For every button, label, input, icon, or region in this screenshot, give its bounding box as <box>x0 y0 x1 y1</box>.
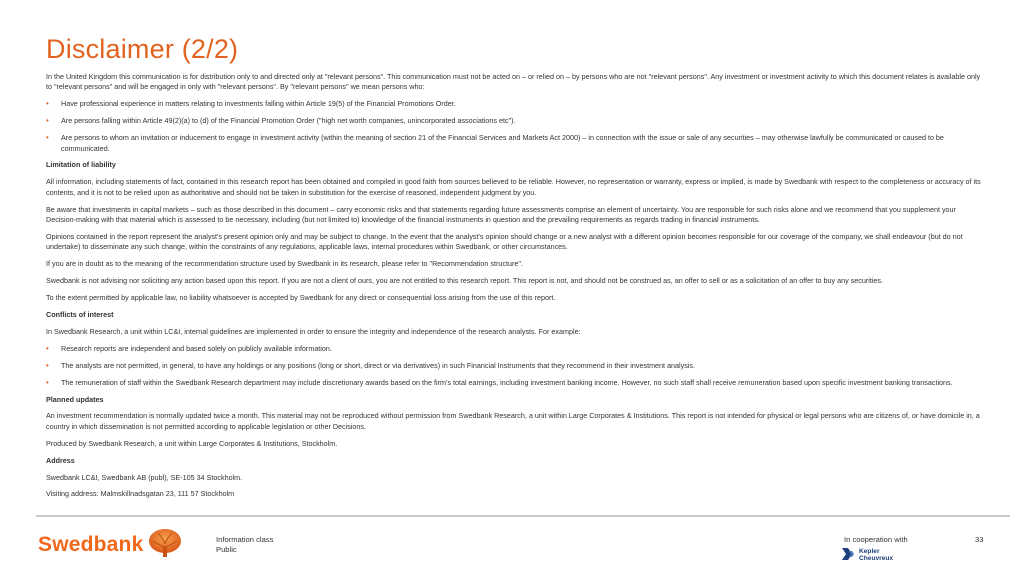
info-class-label: Information class <box>216 535 274 544</box>
liability-paragraph: All information, including statements of fact, contained in this research report has been obtained and compiled in good faith from sources believed to be reliable. However, no representation or warranty, express or implied, is made by Swedbank with respect to the completeness or accuracy of its contents, and it is not to be relied upon as authoritative and should not be taken in substitution for the exercise of reasoned, independent judgment by you. <box>46 177 981 197</box>
bullet-icon: • <box>46 133 49 143</box>
partner-name: Kepler Cheuvreux <box>859 548 894 562</box>
conflicts-list <box>46 344 981 388</box>
bullet-icon: • <box>46 377 49 387</box>
page-number: 33 <box>975 535 984 544</box>
updates-paragraph: An investment recommendation is normally updated twice a month. This material may not be reproduced without permission from Swedbank Research, a unit within Large Corporates & Institutions. This report is not intended for physical or legal persons who are citizens of, or have domicile in, a country in which dissemination is not permitted according to applicable legislation or other Decisions. <box>46 411 980 431</box>
list-item: • Have professional experience in matters relating to investments falling within Article 19(5) of the Financial Promotions Order. <box>46 99 456 109</box>
list-item: • Are persons to whom an invitation or inducement to engage in investment activity (within the meaning of section 21 of the Financial Services and Markets Act 2000) – in connection with the issue or sale of any securities – may otherwise lawfully be communicated or caused to be communicated. <box>46 133 944 153</box>
liability-paragraph: Opinions contained in the report represent the analyst's present opinion only and may be subject to change. In the event that the analyst's opinion should change or a new analyst with a different opinion becomes responsible for our coverage of the company, we shall endeavour (but do not undertake) to disseminate any such change, within the constraints of any regulations, applicable laws, internal procedures within Swedbank, or other circumstances. <box>46 231 963 252</box>
swedbank-logo <box>38 530 182 560</box>
liability-heading: Limitation of liability <box>46 160 116 170</box>
bullet-icon: • <box>46 360 49 370</box>
liability-paragraph: Swedbank is not advising nor soliciting any action based upon this report. If you are not a client of ours, you are not entitled to this research report. This report is not, and should not be construed as, an offer to sell or as a solicitation of an offer to buy any securities. <box>46 276 884 286</box>
kepler-chevron-icon <box>842 547 856 565</box>
conflicts-heading: Conflicts of interest <box>46 310 114 319</box>
kepler-cheuvreux-logo <box>842 547 893 565</box>
bullet-icon: • <box>46 343 49 353</box>
bullet-icon: • <box>46 116 49 126</box>
conflicts-intro: In Swedbank Research, a unit within LC&I, internal guidelines are implemented in order to ensure the integrity and independence of the research analysts. For example: <box>46 326 581 336</box>
updates-paragraph: Produced by Swedbank Research, a unit within Large Corporates & Institutions, Stockholm. <box>46 438 338 448</box>
address-line: Swedbank LC&I, Swedbank AB (publ), SE-105 34 Stockholm. <box>46 472 243 482</box>
disclaimer-body <box>46 72 981 506</box>
page-title: Disclaimer (2/2) <box>46 34 239 64</box>
updates-heading: Planned updates <box>46 394 104 404</box>
bullet-icon: • <box>46 99 49 109</box>
list-item: • Research reports are independent and based solely on publicly available information. <box>46 343 332 353</box>
footer-divider <box>36 515 1010 517</box>
cooperation-label: In cooperation with <box>844 535 908 544</box>
address-heading: Address <box>46 455 75 465</box>
list-item: • Are persons falling within Article 49(2)(a) to (d) of the Financial Promotion Order ("high net worth companies, unincorporated associations etc"). <box>46 116 516 126</box>
info-class-value: Public <box>216 545 237 554</box>
list-item: • The remuneration of staff within the Swedbank Research department may include discretionary awards based on the firm's total earnings, including investment banking income. However, no such staff shall receive remuneration based upon specific investment banking transactions. <box>46 377 953 387</box>
liability-paragraph: Be aware that investments in capital markets – such as those described in this document – carry economic risks and that statements regarding future assessments comprise an element of uncertainty. You are responsible for such risks alone and we recommend that you supplement your Decision-making with that material which is assessed to be necessary, including (but not limited to) knowledge of the financial instruments in question and the prevailing requirements as regards trading in financial instruments. <box>46 204 956 225</box>
liability-paragraph: If you are in doubt as to the meaning of the recommendation structure used by Swedbank in its research, please refer to "Recommendation structure". <box>46 259 523 269</box>
logo-wordmark: Swedbank <box>38 533 144 556</box>
information-class <box>216 535 273 555</box>
liability-paragraph: To the extent permitted by applicable law, no liability whatsoever is accepted by Swedbank for any direct or consequential loss arising from the use of this report. <box>46 293 556 303</box>
intro-paragraph: In the United Kingdom this communication is for distribution only to and directed only at "relevant persons". This communication must not be acted on – or relied on – by persons who are not "relevant persons". Any investment or investment activity to which this document relates is available only to "relevant persons" and will be engaged in only with "relevant persons". By "relevant persons" we mean persons who: <box>46 72 981 92</box>
relevant-persons-list <box>46 99 981 154</box>
oak-tree-icon <box>148 528 182 563</box>
visiting-address-line: Visiting address: Malmskillnadsgatan 23, 111 57 Stockholm <box>46 489 235 499</box>
list-item: • The analysts are not permitted, in general, to have any holdings or any positions (long or short, direct or via derivatives) in such Financial Instruments that they recommend in their investment analysis. <box>46 360 696 370</box>
